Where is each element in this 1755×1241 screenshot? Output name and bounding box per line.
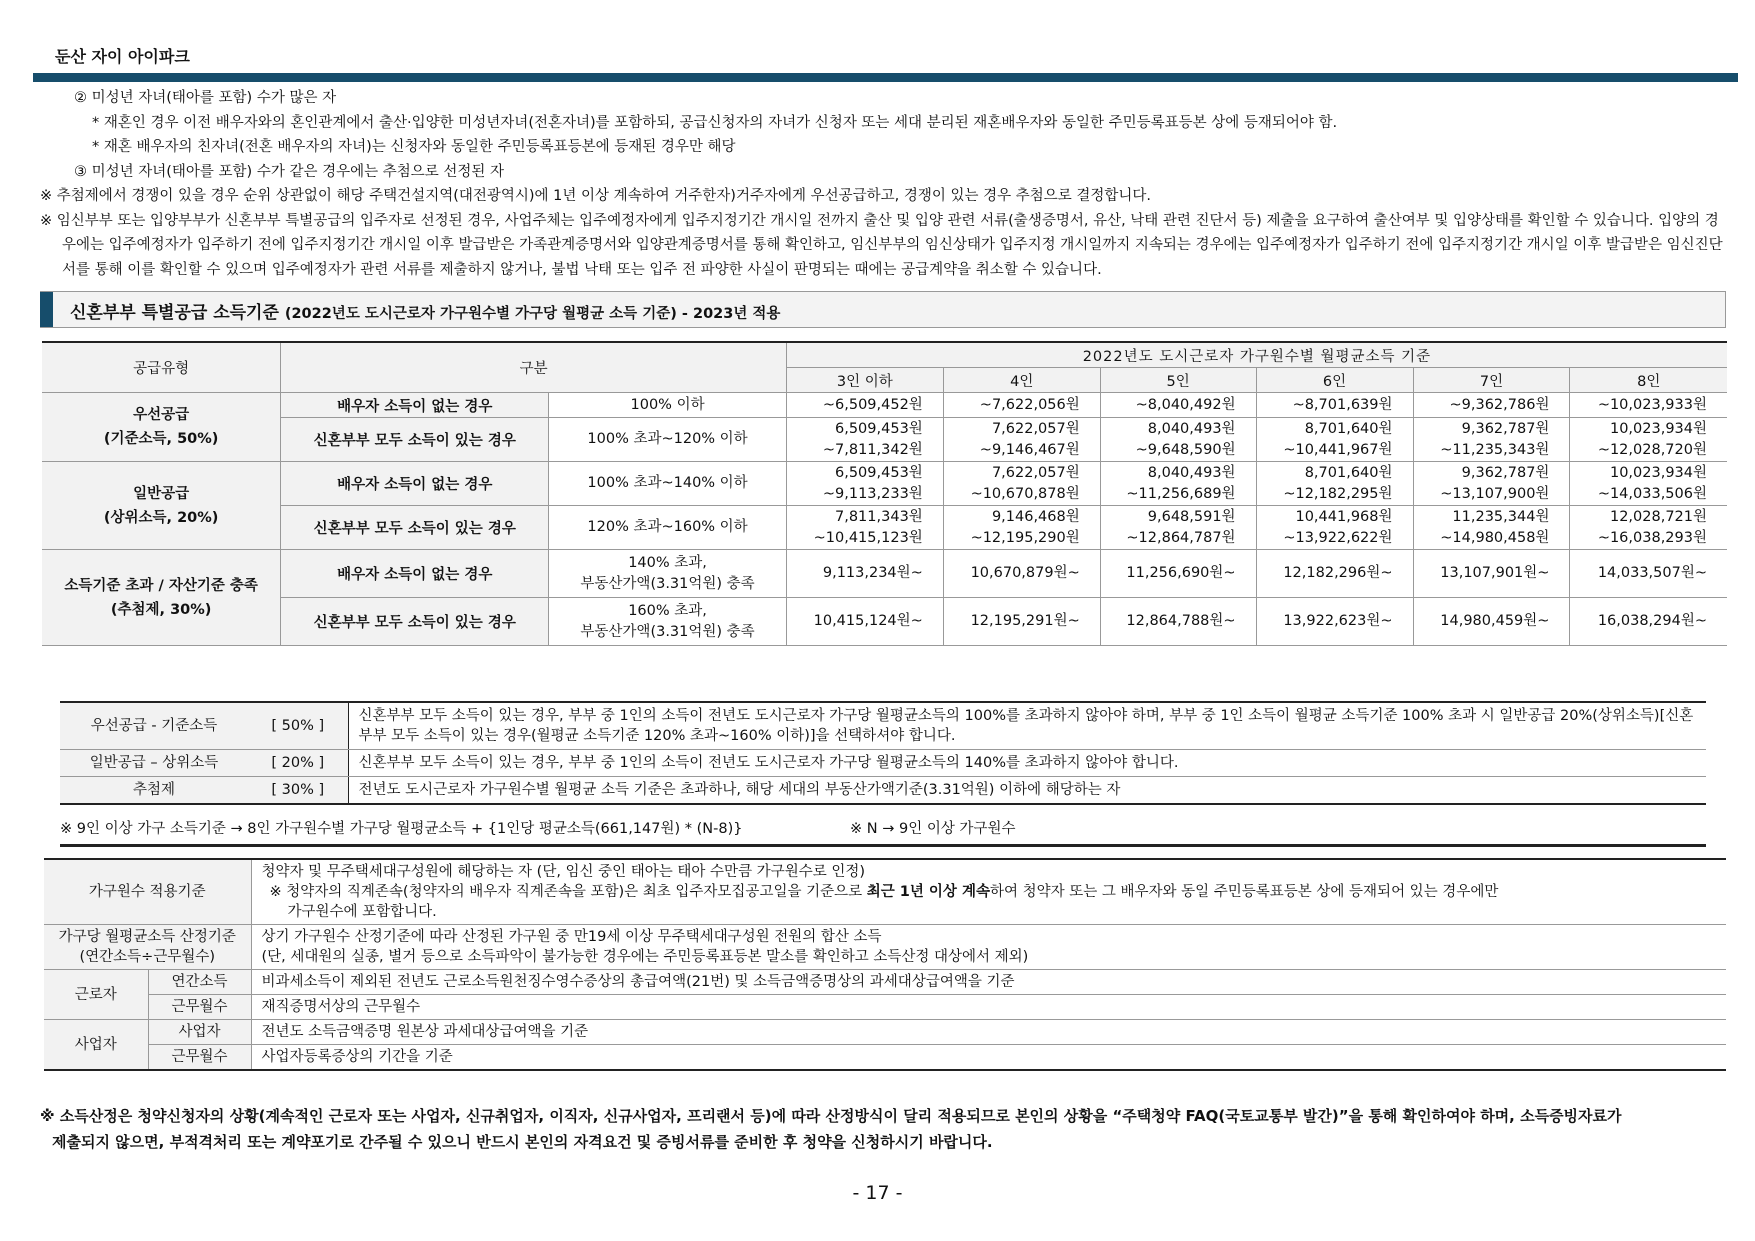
monthly-income-label: [44, 925, 251, 970]
income-value: 6,509,453원: [835, 420, 923, 437]
monthly-income-text: [251, 925, 1726, 970]
criteria-table: [60, 701, 1706, 805]
criteria-row: [60, 702, 1706, 750]
income-row: [42, 393, 1727, 418]
income-value-cell: [1570, 506, 1727, 550]
income-value: 13,922,623원~: [1283, 613, 1393, 629]
section-title-text: 신혼부부 특별공급 소득기준: [70, 303, 279, 323]
criteria-label: 우선공급 - 기준소득: [60, 702, 248, 750]
income-value-cell: [1570, 393, 1727, 418]
income-value-cell: [943, 418, 1100, 462]
group-ratio: (기준소득, 50%): [103, 431, 219, 447]
income-value-cell: [1570, 550, 1727, 598]
income-value: 13,107,901원~: [1440, 565, 1550, 581]
household-text-part: 하여 청약자 또는 그 배우자와 동일 주민등록표등본 상에 등재되어 있는 경우에만: [990, 884, 1499, 900]
criteria-note-b: ※ N → 9인 이상 가구원수: [850, 821, 1016, 837]
business-months-label: 근무월수: [148, 1045, 251, 1071]
income-value-cell: [786, 506, 943, 550]
header-income-group: 2022년도 도시근로자 가구원수별 월평균소득 기준: [786, 342, 1727, 368]
criteria-row: [60, 777, 1706, 805]
annual-income-text: 비과세소득이 제외된 전년도 근로소득원천징수영수증상의 총급여액(21번) 및 소득금액증명상의 과세대상급여액을 기준: [251, 970, 1726, 995]
income-value-cell: [1100, 598, 1256, 646]
household-size-header: 4인: [943, 368, 1100, 393]
income-value: ~12,182,295원: [1283, 485, 1393, 502]
range-line: 140% 초과,: [628, 554, 707, 571]
income-value-cell: [1256, 506, 1413, 550]
criteria-percent: [ 20% ]: [248, 750, 348, 777]
income-value: ~8,040,492원: [1135, 396, 1236, 413]
income-value-cell: [1256, 550, 1413, 598]
income-value: 10,441,968원: [1295, 508, 1393, 525]
income-value: ~14,980,458원: [1440, 529, 1550, 546]
income-value-cell: [1100, 550, 1256, 598]
income-range: [549, 598, 787, 646]
intro-line: * 재혼인 경우 이전 배우자와의 혼인관계에서 출산·입양한 미성년자녀(전혼자녀)를 포함하되, 공급신청자의 자녀가 신청자 또는 세대 분리된 재혼배우자와 동일한 주민등록표등본 상에 등재되어야 함.: [92, 114, 1338, 131]
criteria-text: 신혼부부 모두 소득이 있는 경우, 부부 중 1인의 소득이 전년도 도시근로자 가구당 월평균소득의 140%를 초과하지 않아야 합니다.: [348, 750, 1706, 777]
income-value: ~10,441,967원: [1283, 441, 1393, 458]
income-value-cell: [943, 550, 1100, 598]
household-count-label: 가구원수 적용기준: [44, 859, 251, 925]
group-name: 일반공급: [133, 485, 190, 502]
income-value: 12,864,788원~: [1126, 613, 1236, 629]
criteria-row: [60, 750, 1706, 777]
income-value: ~10,670,878원: [970, 485, 1080, 502]
household-size-header: 7인: [1413, 368, 1570, 393]
criteria-percent: [ 30% ]: [248, 777, 348, 805]
income-value-cell: [1100, 418, 1256, 462]
household-size-header: 5인: [1100, 368, 1256, 393]
footer-line: 제출되지 않으면, 부적격처리 또는 계약포기로 간주될 수 있으니 반드시 본인의 자격요건 및 증빙서류를 준비한 후 청약을 신청하시기 바랍니다.: [52, 1133, 993, 1151]
business-sub-label: 사업자: [148, 1020, 251, 1045]
income-row: [42, 418, 1727, 462]
income-value: 11,256,690원~: [1126, 565, 1236, 581]
income-value: ~9,362,786원: [1449, 396, 1550, 413]
supply-group-label: [42, 393, 281, 462]
intro-note: ※ 추첨제에서 경쟁이 있을 경우 순위 상관없이 해당 주택건설지역(대전광역시)에 1년 이상 계속하여 거주한자)거주자에게 우선공급하고, 경쟁이 있는 경우 추첨으로 결정합니다.: [40, 188, 1152, 204]
range-line: 부동산가액(3.31억원) 충족: [580, 623, 755, 640]
income-value: ~7,622,056원: [979, 396, 1080, 413]
income-value: 8,040,493원: [1147, 464, 1236, 481]
household-text-part: ※ 청약자의 직계존속(청약자의 배우자 직계존속을 포함)은 최초 입주자모집공고일을 기준으로: [269, 884, 867, 900]
income-value-cell: [786, 418, 943, 462]
income-value: 9,146,468원: [991, 508, 1080, 525]
group-name: 소득기준 초과 / 자산기준 충족: [64, 577, 258, 594]
income-value-cell: [1413, 598, 1570, 646]
section-accent-bar: [40, 292, 53, 327]
income-value: 10,023,934원: [1609, 420, 1707, 437]
income-value: 9,362,787원: [1461, 464, 1550, 481]
household-text-line: 가구원수에 포함합니다.: [287, 904, 437, 920]
household-size-header: 6인: [1256, 368, 1413, 393]
income-value: 16,038,294원~: [1597, 613, 1707, 629]
income-value: ~9,113,233원: [822, 485, 923, 502]
annual-income-label: 연간소득: [148, 970, 251, 995]
income-value: ~13,107,900원: [1440, 485, 1550, 502]
income-value: 8,701,640원: [1304, 420, 1393, 437]
household-text-line: 청약자 및 무주택세대구성원에 해당하는 자 (단, 임신 중인 태아는 태아 수만큼 가구원수로 인정): [261, 864, 865, 880]
income-range: [549, 418, 787, 462]
income-value: 12,182,296원~: [1283, 565, 1393, 581]
household-text-bold: 최근 1년 이상 계속: [866, 884, 991, 900]
income-case: 신혼부부 모두 소득이 있는 경우: [281, 506, 549, 550]
income-value-cell: [1413, 462, 1570, 506]
household-table: [44, 858, 1726, 1071]
income-value-cell: [943, 462, 1100, 506]
income-range: [549, 462, 787, 506]
supply-group-label: [42, 462, 281, 550]
income-case: 신혼부부 모두 소득이 있는 경우: [281, 598, 549, 646]
footer-note: [40, 1103, 1720, 1155]
household-text-line: [262, 882, 1717, 902]
criteria-label: 추첨제: [60, 777, 248, 805]
income-value: 10,670,879원~: [970, 565, 1080, 581]
income-value-cell: [1570, 462, 1727, 506]
income-table: [42, 341, 1727, 646]
income-value: ~6,509,452원: [822, 396, 923, 413]
business-months-text: 사업자등록증상의 기간을 기준: [251, 1045, 1726, 1071]
income-value: ~7,811,342원: [822, 441, 923, 458]
label-line: 가구당 월평균소득 산정기준: [58, 929, 236, 945]
income-value: 6,509,453원: [835, 464, 923, 481]
income-value: 7,622,057원: [991, 464, 1080, 481]
income-value: ~10,415,123원: [813, 529, 923, 546]
income-value-cell: [1413, 550, 1570, 598]
supply-group-label: [42, 550, 281, 646]
income-value: 7,811,343원: [835, 508, 923, 525]
income-value-cell: [1256, 393, 1413, 418]
income-value: 10,023,934원: [1609, 464, 1707, 481]
group-ratio: (추첨제, 30%): [110, 601, 212, 618]
intro-line: ② 미성년 자녀(태아를 포함) 수가 많은 자: [74, 90, 337, 106]
range-line: 부동산가액(3.31억원) 충족: [580, 575, 755, 592]
range-line: 100% 이하: [630, 396, 705, 413]
income-value: ~16,038,293원: [1597, 529, 1707, 546]
group-name: 우선공급: [133, 407, 190, 423]
income-value-cell: [1100, 506, 1256, 550]
criteria-label: 일반공급 – 상위소득: [60, 750, 248, 777]
household-size-header: 8인: [1570, 368, 1727, 393]
income-row: [42, 506, 1727, 550]
worker-label: 근로자: [44, 970, 148, 1020]
income-value-cell: [1256, 418, 1413, 462]
household-count-text: [251, 859, 1726, 925]
section-header: [40, 291, 1726, 328]
range-line: 160% 초과,: [628, 602, 707, 619]
income-value: ~8,701,639원: [1292, 396, 1393, 413]
income-value: 9,648,591원: [1147, 508, 1236, 525]
income-value-cell: [1256, 598, 1413, 646]
criteria-percent: [ 50% ]: [248, 702, 348, 750]
income-row: [42, 462, 1727, 506]
intro-line: * 재혼 배우자의 친자녀(전혼 배우자의 자녀)는 신청자와 동일한 주민등록표등본에 등재된 경우만 해당: [92, 139, 736, 155]
work-months-text: 재직증명서상의 근무월수: [251, 995, 1726, 1020]
income-row: [42, 550, 1727, 598]
criteria-text: 신혼부부 모두 소득이 있는 경우, 부부 중 1인의 소득이 전년도 도시근로자 가구당 월평균소득의 100%를 초과하지 않아야 하며, 부부 중 1인 소득이 월평균 소득기준 100% 초과 시 일반공급 20%(상위소득)[신혼부부 모두 소득이 있는 경우(월평균 소득기준 120% 초과~160% 이하)]을 선택하셔야 합니다.: [348, 702, 1706, 750]
intro-text: [40, 86, 1730, 282]
header-division: 구분: [281, 342, 787, 393]
income-value: ~11,256,689원: [1126, 485, 1236, 502]
text-line: 상기 가구원수 산정기준에 따라 산정된 가구원 중 만19세 이상 무주택세대구성원 전원의 합산 소득: [261, 929, 882, 945]
income-value-cell: [1100, 462, 1256, 506]
header-supply-type: 공급유형: [42, 342, 281, 393]
income-value: 11,235,344원: [1452, 508, 1550, 525]
range-line: 100% 초과~120% 이하: [587, 431, 748, 447]
income-value: ~12,195,290원: [970, 529, 1080, 546]
income-case: 배우자 소득이 없는 경우: [281, 393, 549, 418]
income-row: [42, 598, 1727, 646]
brand-title: 둔산 자이 아이파크: [55, 47, 190, 66]
criteria-text: 전년도 도시근로자 가구원수별 월평균 소득 기준은 초과하나, 해당 세대의 부동산가액기준(3.31억원) 이하에 해당하는 자: [348, 777, 1706, 805]
income-value: ~10,023,933원: [1597, 396, 1707, 413]
group-ratio: (상위소득, 20%): [103, 509, 219, 526]
income-value-cell: [1413, 418, 1570, 462]
income-value-cell: [786, 550, 943, 598]
income-value: 7,622,057원: [991, 420, 1080, 437]
income-value: 9,113,234원~: [822, 565, 923, 581]
income-value-cell: [786, 598, 943, 646]
work-months-label: 근무월수: [148, 995, 251, 1020]
income-value: ~12,028,720원: [1597, 441, 1707, 458]
criteria-note: [60, 816, 1706, 847]
income-case: 배우자 소득이 없는 경우: [281, 550, 549, 598]
household-size-header: 3인 이하: [786, 368, 943, 393]
range-line: 100% 초과~140% 이하: [587, 475, 748, 491]
income-value-cell: [1100, 393, 1256, 418]
criteria-note-a: ※ 9인 이상 가구 소득기준 → 8인 가구원수별 가구당 월평균소득 + {1인당 평균소득(661,147원) * (N-8)}: [60, 821, 743, 837]
page-number: - 17 -: [852, 1182, 903, 1204]
income-value: 10,415,124원~: [813, 613, 923, 629]
income-value: 9,362,787원: [1461, 420, 1550, 437]
income-value-cell: [1256, 462, 1413, 506]
income-value: ~11,235,343원: [1440, 441, 1550, 458]
income-range: [549, 506, 787, 550]
income-range: [549, 393, 787, 418]
income-value: 8,040,493원: [1147, 420, 1236, 437]
income-case: 신혼부부 모두 소득이 있는 경우: [281, 418, 549, 462]
range-line: 120% 초과~160% 이하: [587, 519, 748, 535]
income-value: ~13,922,622원: [1283, 529, 1393, 546]
business-text: 전년도 소득금액증명 원본상 과세대상급여액을 기준: [251, 1020, 1726, 1045]
income-value: ~9,648,590원: [1135, 441, 1236, 458]
intro-note: ※ 임신부부 또는 입양부부가 신혼부부 특별공급의 입주자로 선정된 경우, 사업주체는 입주예정자에게 입주지정기간 개시일 전까지 출산 및 입양 관련 서류(출생증명서, 유산, 낙태 관련 진단서 등) 제출을 요구하여 출산여부 및 입양상태를 확인할 수 있습니다. 입양의 경우에는 입주예정자가 입주하기 전에 입주지정기간 개시일 이후 발급받은 가족관계증명서와 입양관계증명서를 통해 확인하고, 임신부부의 임신상태가 입주지정 개시일까지 지속되는 경우에는 입주예정자가 입주하기 전에 입주지정기간 개시일 이후 발급받은 임신진단서를 통해 이를 확인할 수 있으며 입주예정자가 관련 서류를 제출하지 않거나, 불법 낙태 또는 입주 전 파양한 사실이 판명되는 때에는 공급계약을 취소할 수 있습니다.: [40, 212, 1723, 278]
footer-line: ※ 소득산정은 청약신청자의 상황(계속적인 근로자 또는 사업자, 신규취업자, 이직자, 신규사업자, 프리랜서 등)에 따라 산정방식이 달리 적용되므로 본인의 상황을 “주택청약 FAQ(국토교통부 발간)”을 통해 확인하여야 하며, 소득증빙자료가: [40, 1107, 1622, 1125]
income-value-cell: [1413, 393, 1570, 418]
income-value: ~14,033,506원: [1597, 485, 1707, 502]
text-line: (단, 세대원의 실종, 별거 등으로 소득파악이 불가능한 경우에는 주민등록표등본 말소를 확인하고 소득산정 대상에서 제외): [261, 949, 1029, 965]
section-title: [70, 298, 780, 323]
income-value: 8,701,640원: [1304, 464, 1393, 481]
income-value-cell: [943, 506, 1100, 550]
income-value-cell: [786, 462, 943, 506]
section-subtitle: (2022년도 도시근로자 가구원수별 가구당 월평균 소득 기준) - 2023년 적용: [284, 306, 781, 322]
income-range: [549, 550, 787, 598]
business-label: 사업자: [44, 1020, 148, 1071]
income-value-cell: [1570, 598, 1727, 646]
income-value-cell: [943, 598, 1100, 646]
income-value: 14,980,459원~: [1440, 613, 1550, 629]
income-value: 12,195,291원~: [970, 613, 1080, 629]
income-value: ~12,864,787원: [1126, 529, 1236, 546]
income-value: ~9,146,467원: [979, 441, 1080, 458]
intro-line: ③ 미성년 자녀(태아를 포함) 수가 같은 경우에는 추첨으로 선정된 자: [74, 163, 504, 180]
income-value: 12,028,721원: [1609, 508, 1707, 525]
income-value: 14,033,507원~: [1597, 565, 1707, 581]
income-case: 배우자 소득이 없는 경우: [281, 462, 549, 506]
income-value-cell: [1570, 418, 1727, 462]
income-value-cell: [786, 393, 943, 418]
income-value-cell: [1413, 506, 1570, 550]
income-value-cell: [943, 393, 1100, 418]
header-divider: [33, 73, 1738, 82]
label-line: (연간소득÷근무월수): [79, 949, 216, 965]
